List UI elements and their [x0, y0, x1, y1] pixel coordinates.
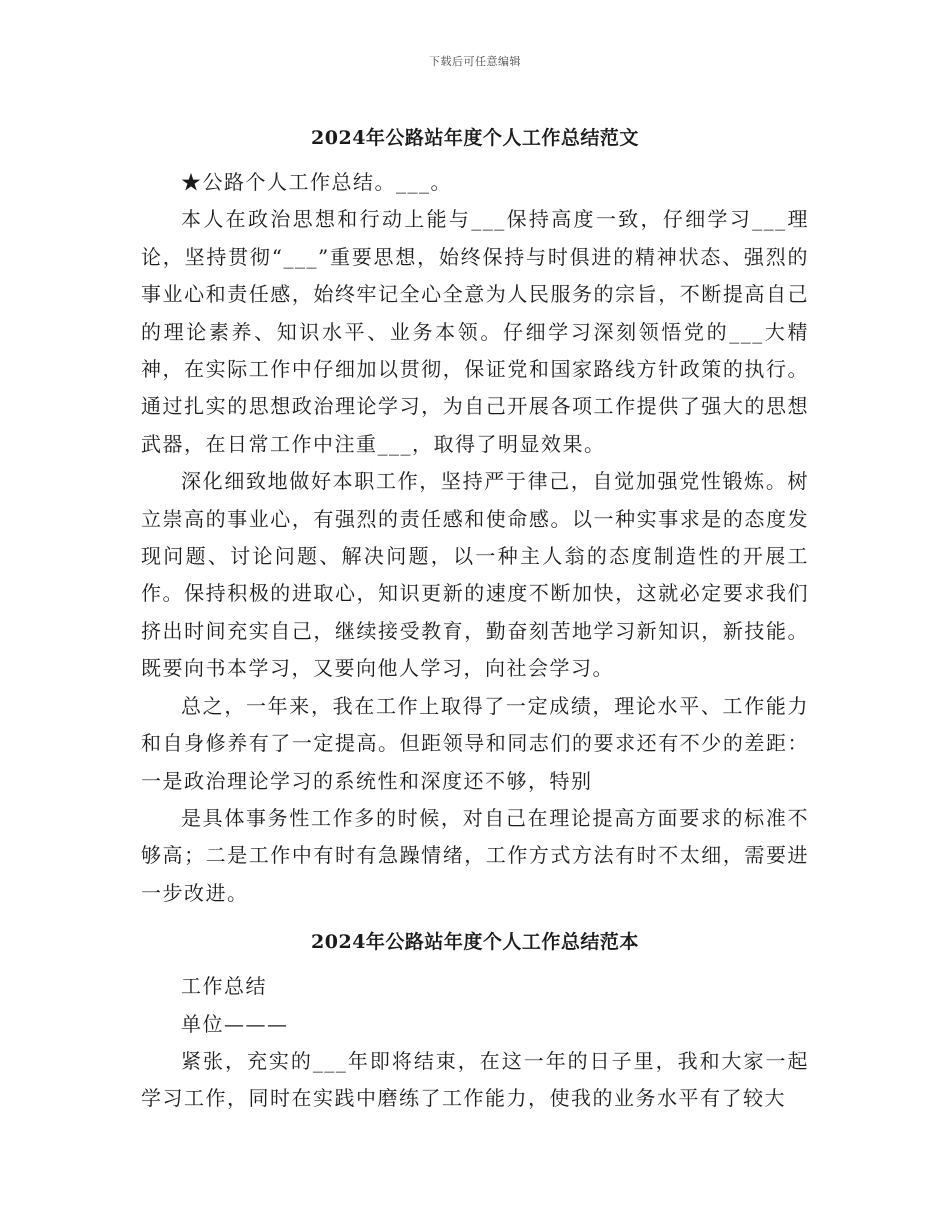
section-title: 2024年公路站年度个人工作总结范本	[311, 931, 639, 954]
document-body	[141, 118, 809, 1118]
document-title: 2024年公路站年度个人工作总结范文	[311, 127, 639, 149]
paragraph-intro: ★公路个人工作总结。___。	[181, 170, 452, 194]
paragraph-opening: 紧张，充实的___年即将结束，在这一年的日子里，我和大家一起学习工作，同时在实践中磨练了工作能力，使我的业务水平有了较大	[141, 1048, 809, 1111]
paragraph-political: 本人在政治思想和行动上能与___保持高度一致，仔细学习___理论，坚持贯彻“___”重要思想，始终保持与时俱进的精神状态、强烈的事业心和责任感，始终牢记全心全意为人民服务的宗旨，不断提高自己的理论素养、知识水平、业务本领。仔细学习深刻领悟党的___大精神，在实际工作中仔细加以贯彻，保证党和国家路线方针政策的执行。通过扎实的思想政治理论学习，为自己开展各项工作提供了强大的思想武器，在日常工作中注重___，取得了明显效果。	[141, 207, 809, 456]
header-note: 下载后可任意编辑	[429, 55, 521, 68]
paragraph-label-summary: 工作总结	[181, 974, 267, 999]
paragraph-label-unit: 单位———	[181, 1011, 289, 1036]
paragraph-shortcomings: 是具体事务性工作多的时候，对自己在理论提高方面要求的标准不够高；二是工作中有时有急躁情绪，工作方式方法有时不太细，需要进一步改进。	[141, 805, 809, 905]
paragraph-summary: 总之，一年来，我在工作上取得了一定成绩，理论水平、工作能力和自身修养有了一定提高。但距领导和同志们的要求还有不少的差距：一是政治理论学习的系统性和深度还不够，特别	[141, 693, 809, 793]
paragraph-work: 深化细致地做好本职工作，坚持严于律己，自觉加强党性锻炼。树立崇高的事业心，有强烈的责任感和使命感。以一种实事求是的态度发现问题、讨论问题、解决问题，以一种主人翁的态度制造性的开展工作。保持积极的进取心，知识更新的速度不断加快，这就必定要求我们挤出时间充实自己，继续接受教育，勤奋刻苦地学习新知识，新技能。既要向书本学习，又要向他人学习，向社会学习。	[141, 469, 809, 681]
